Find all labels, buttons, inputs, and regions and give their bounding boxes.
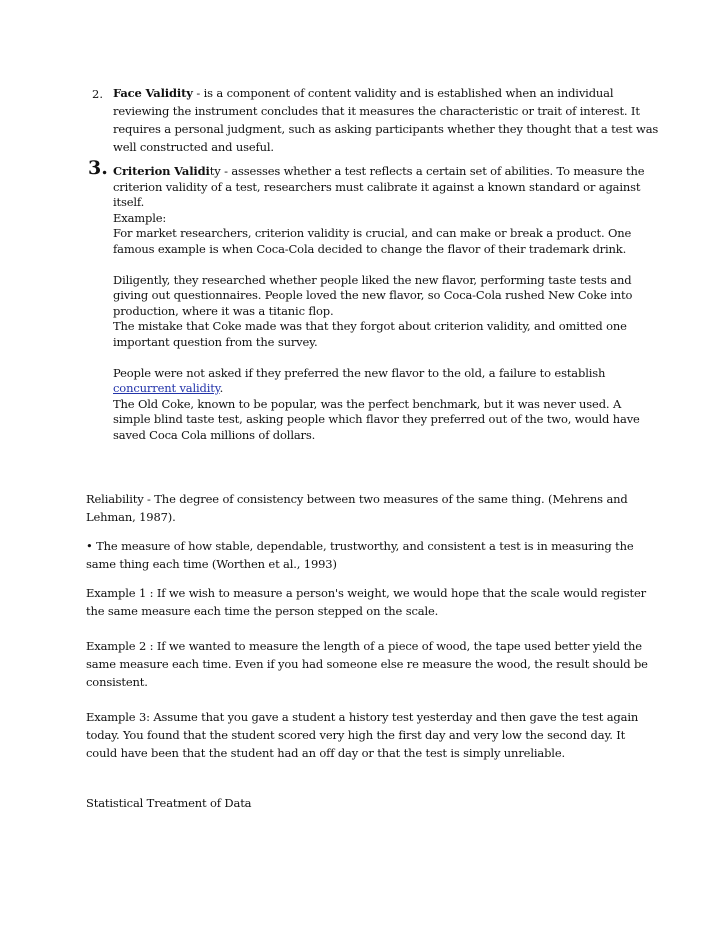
concurrent-validity-period: . [219, 381, 224, 395]
example-2-line-2: same measure each time. Even if you had someone else re measure the wood, the result should be [86, 657, 648, 671]
face-validity-line-2: reviewing the instrument concludes that it measures the characteristic or trait of interest. It [113, 104, 640, 118]
example-3-line-2: today. You found that the student scored very high the first day and very low the second day. It [86, 728, 626, 742]
coke-para3-line-3: The Old Coke, known to be popular, was the perfect benchmark, but it was never used. A [113, 396, 622, 411]
criterion-validity-line-5: For market researchers, criterion validity is crucial, and can make or break a product. One [113, 226, 632, 240]
criterion-validity-line-4: Example: [113, 210, 167, 225]
example-1 [86, 584, 646, 620]
reliability-line-1: Reliability - The degree of consistency between two measures of the same thing. (Mehrens and [86, 492, 628, 506]
example-2-line-1: Example 2 : If we wanted to measure the length of a piece of wood, the tape used better yield the [86, 639, 642, 653]
coke-para3-line-1: People were not asked if they preferred the new flavor to the old, a failure to establish [113, 365, 606, 380]
coke-para2-line-4: The mistake that Coke made was that they forgot about criterion validity, and omitted one [113, 319, 627, 333]
face-validity-line-1: - is a component of content validity and is established when an individual [192, 86, 614, 100]
example-3-line-3: could have been that the student had an off day or that the test is simply unreliable. [86, 746, 565, 760]
example-2-line-3: consistent. [86, 675, 148, 689]
example-2 [86, 637, 648, 691]
example-1-line-1: Example 1 : If we wish to measure a person's weight, we would hope that the scale would register [86, 586, 647, 600]
example-3-line-1: Example 3: Assume that you gave a student a history test yesterday and then gave the test again [86, 710, 639, 724]
criterion-validity-line-1: - assesses whether a test reflects a certain set of abilities. To measure the [220, 164, 645, 178]
face-validity-line-3: requires a personal judgment, such as asking participants whether they thought that a test was [113, 122, 659, 136]
coke-para2-line-2: giving out questionnaires. People loved the new flavor, so Coca-Cola rushed New Coke into [113, 288, 633, 302]
bullet-line-2: same thing each time (Worthen et al., 1993) [86, 557, 337, 571]
face-validity-term: Face Validity [113, 86, 193, 100]
coke-para2-line-3: production, where it was a titanic flop. [113, 303, 334, 318]
coke-para2-line-1: Diligently, they researched whether people liked the new flavor, performing taste tests and [113, 272, 632, 287]
criterion-validity-line-6: famous example is when Coca-Cola decided to change the flavor of their trademark drink. [113, 241, 627, 256]
criterion-validity-item [113, 164, 644, 443]
face-validity-item [113, 84, 658, 156]
criterion-validity-term-rest: ty [209, 164, 221, 178]
criterion-validity-line-3: itself. [113, 195, 145, 209]
list-number-3: 3. [88, 157, 108, 179]
face-validity-line-4: well constructed and useful. [113, 140, 274, 154]
bullet-line-1: • The measure of how stable, dependable, trustworthy, and consistent a test is in measuring the [86, 539, 634, 553]
criterion-validity-line-2: criterion validity of a test, researchers must calibrate it against a known standard or against [113, 179, 641, 194]
example-3 [86, 708, 638, 762]
coke-para2-line-5: important question from the survey. [113, 334, 318, 349]
reliability-bullet [86, 537, 634, 573]
list-number-2: 2. [92, 87, 103, 101]
coke-para3-line-4: simple blind taste test, asking people which flavor they preferred out of the two, would have [113, 412, 640, 426]
coke-para3-line-5: saved Coca Cola millions of dollars. [113, 427, 316, 442]
concurrent-validity-link[interactable]: concurrent validity [113, 381, 220, 395]
statistical-treatment-heading: Statistical Treatment of Data [86, 796, 252, 810]
reliability-line-2: Lehman, 1987). [86, 510, 176, 524]
reliability-definition [86, 490, 628, 526]
example-1-line-2: the same measure each time the person stepped on the scale. [86, 604, 439, 618]
criterion-validity-term: Criterion Validi [113, 164, 210, 178]
